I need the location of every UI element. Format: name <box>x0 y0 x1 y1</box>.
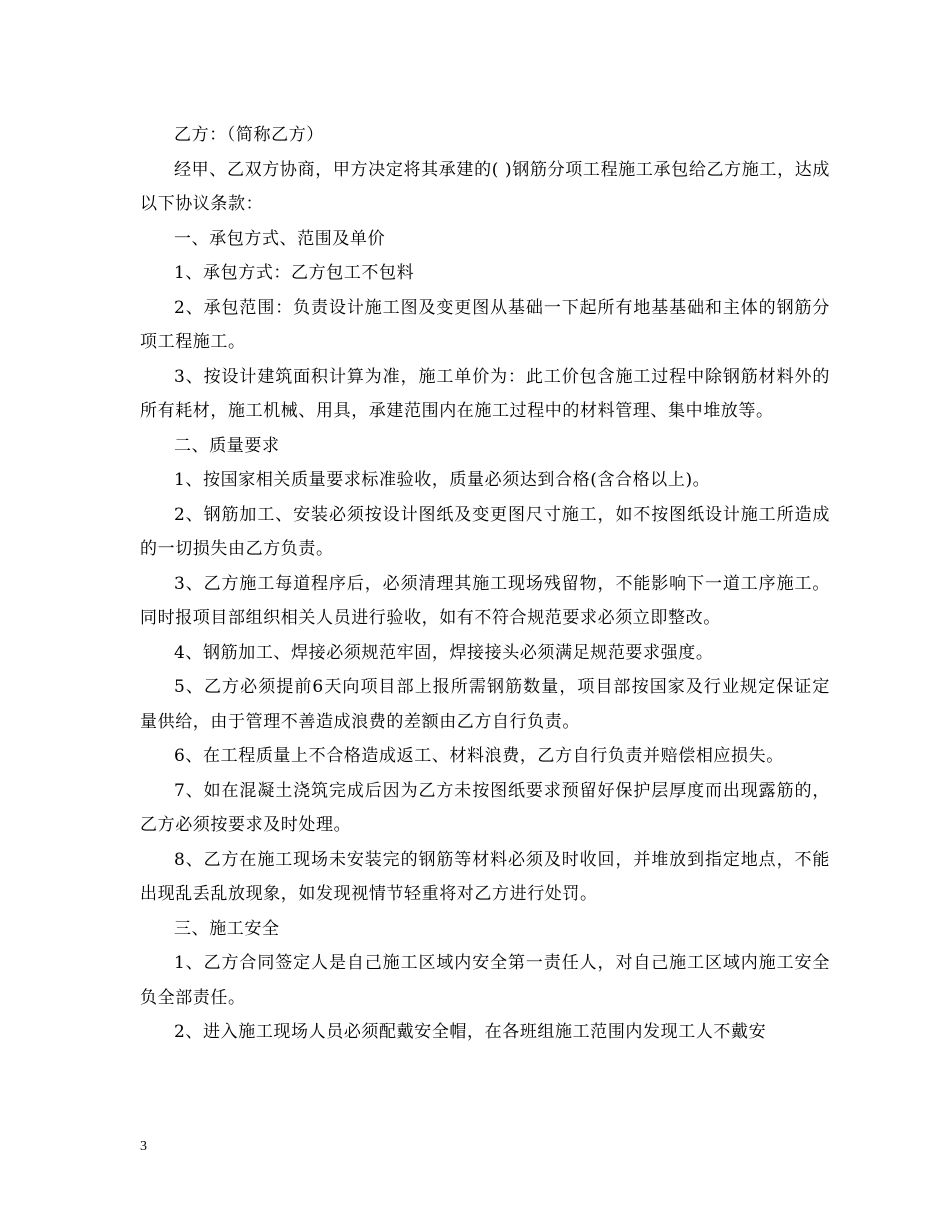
clause-2-4: 4、钢筋加工、焊接必须规范牢固，焊接接头必须满足规范要求强度。 <box>174 642 714 663</box>
agreement-intro-paragraph: 经甲、乙双方协商，甲方决定将其承建的( )钢筋分项工程施工承包给乙方施工，达成以下协议条款： <box>140 159 830 214</box>
clause-2-7: 7、如在混凝土浇筑完成后因为乙方未按图纸要求预留好保护层厚度而出现露筋的，乙方必须按要求及时处理。 <box>140 780 830 835</box>
clause-2-8: 8、乙方在施工现场未安装完的钢筋等材料必须及时收回，并堆放到指定地点，不能出现乱丢乱放现象，如发现视情节轻重将对乙方进行处罚。 <box>140 849 830 904</box>
clause-1-3: 3、按设计建筑面积计算为准，施工单价为：此工价包含施工过程中除钢筋材料外的所有耗材，施工机械、用具，承建范围内在施工过程中的材料管理、集中堆放等。 <box>140 366 830 421</box>
section-heading-contract-method: 一、承包方式、范围及单价 <box>174 228 386 249</box>
clause-2-6: 6、在工程质量上不合格造成返工、材料浪费，乙方自行负责并赔偿相应损失。 <box>174 746 784 766</box>
clause-3-1: 1、乙方合同签定人是自己施工区域内安全第一责任人，对自己施工区域内施工安全负全部责任。 <box>140 953 830 1008</box>
section-heading-safety: 三、施工安全 <box>174 918 280 939</box>
clause-3-2: 2、进入施工现场人员必须配戴安全帽，在各班组施工范围内发现工人不戴安 <box>174 1022 767 1042</box>
section-heading-quality: 二、质量要求 <box>174 435 280 456</box>
clause-2-3: 3、乙方施工每道程序后，必须清理其施工现场残留物，不能影响下一道工序施工。同时报项目部组织相关人员进行验收，如有不符合规范要求必须立即整改。 <box>140 573 830 628</box>
clause-2-2: 2、钢筋加工、安装必须按设计图纸及变更图尺寸施工，如不按图纸设计施工所造成的一切损失由乙方负责。 <box>140 504 830 559</box>
party-b-line: 乙方：（简称乙方） <box>174 125 324 145</box>
document-body <box>140 118 830 1050</box>
clause-2-5: 5、乙方必须提前6天向项目部上报所需钢筋数量，项目部按国家及行业规定保证定量供给，由于管理不善造成浪费的差额由乙方自行负责。 <box>140 677 830 732</box>
page-number: 3 <box>140 1139 147 1154</box>
clause-1-1: 1、承包方式：乙方包工不包料 <box>174 263 415 283</box>
clause-1-2: 2、承包范围：负责设计施工图及变更图从基础一下起所有地基基础和主体的钢筋分项工程施工。 <box>140 297 830 352</box>
clause-2-1: 1、按国家相关质量要求标准验收，质量必须达到合格(含合格以上)。 <box>174 470 711 490</box>
